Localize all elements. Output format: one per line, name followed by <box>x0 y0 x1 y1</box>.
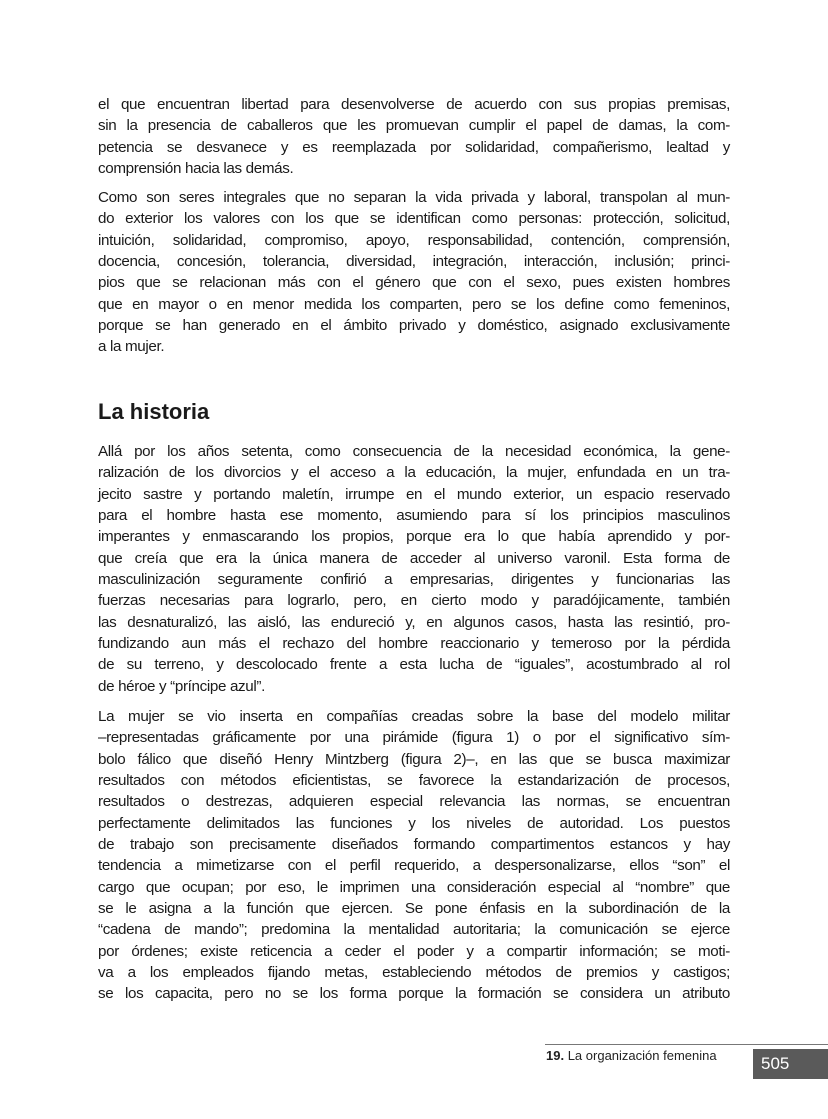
text-line: fuerzas necesarias para lograrlo, pero, en cierto modo y paradójicamente, también <box>98 592 730 610</box>
text-line: La mujer se vio inserta en compañías creadas sobre la base del modelo militar <box>98 708 730 725</box>
text-line: bolo fálico que diseñó Henry Mintzberg (figura 2)–, en las que se busca maximizar <box>98 750 730 768</box>
text-line: tendencia a mimetizarse con el perfil requerido, a despersonalizarse, ellos “son” el <box>98 857 730 875</box>
text-line: a la mujer. <box>98 338 165 356</box>
text-line: cargo que ocupan; por eso, le imprimen una consideración especial al “nombre” que <box>98 878 730 896</box>
text-line: petencia se desvanece y es reemplazada por solidaridad, compañerismo, lealtad y <box>98 138 730 156</box>
footer-rule <box>545 1044 828 1045</box>
text-line: comprensión hacia las demás. <box>98 160 294 178</box>
text-line: por órdenes; existe reticencia a ceder el poder y a compartir información; se moti- <box>98 942 730 960</box>
text-line: de su terreno, y descolocado frente a esta lucha de “iguales”, acostumbrado al rol <box>98 656 730 674</box>
text-line: va a los empleados fijando metas, estableciendo métodos de premios y castigos; <box>98 964 730 982</box>
text-line: docencia, concesión, tolerancia, diversidad, integración, interacción, inclusión; princi- <box>98 253 730 271</box>
text-line: el que encuentran libertad para desenvolverse de acuerdo con sus propias premisas, <box>98 96 730 113</box>
chapter-number: 19. <box>546 1048 565 1063</box>
chapter-title: La organización femenina <box>567 1048 717 1063</box>
text-line: intuición, solidaridad, compromiso, apoyo, responsabilidad, contención, comprensión, <box>98 231 730 249</box>
text-line: ralización de los divorcios y el acceso a la educación, la mujer, enfundada en un tra- <box>98 464 730 482</box>
running-footer <box>546 1048 717 1063</box>
text-line: que en mayor o en menor medida los comparten, pero se los define como femeninos, <box>98 295 730 313</box>
text-line: resultados con métodos eficientistas, se favorece la estandarización de procesos, <box>98 772 730 790</box>
text-line: fundizando aun más el rechazo del hombre reaccionario y temeroso por la pérdida <box>98 635 730 653</box>
text-line: Como son seres integrales que no separan la vida privada y laboral, transpolan al mun- <box>98 189 730 206</box>
text-line: se los capacita, pero no se los forma porque la formación se considera un atributo <box>98 985 730 1003</box>
text-line: jecito sastre y portando maletín, irrumpe en el mundo exterior, un espacio reservado <box>98 485 730 503</box>
text-line: para el hombre hasta ese momento, asumiendo para sí los principios masculinos <box>98 507 730 525</box>
paragraph-1 <box>98 94 730 179</box>
section-heading: La historia <box>98 399 210 424</box>
text-line: resultados o destrezas, adquieren especial relevancia las normas, se encuentran <box>98 793 730 811</box>
text-line: imperantes y enmascarando los propios, porque era lo que había aprendido y por- <box>98 528 730 546</box>
text-line: porque se han generado en el ámbito privado y doméstico, asignado exclusivamente <box>98 317 730 335</box>
text-line: perfectamente delimitados las funciones y los niveles de autoridad. Los puestos <box>98 814 730 832</box>
text-line: do exterior los valores con los que se identifican como personas: protección, solicitud, <box>98 210 730 228</box>
text-line: sin la presencia de caballeros que les promuevan cumplir el papel de damas, la com- <box>98 117 730 135</box>
page-number: 505 <box>753 1049 828 1079</box>
text-line: Allá por los años setenta, como consecuencia de la necesidad económica, la gene- <box>98 443 730 460</box>
text-line: –representadas gráficamente por una pirámide (figura 1) o por el significativo sím- <box>98 729 730 747</box>
text-line: las desnaturalizó, las aisló, las endureció y, en algunos casos, hasta las resintió, pro- <box>98 613 730 631</box>
paragraph-4 <box>98 706 730 1005</box>
text-line: se le asigna a la función que ejercen. Se pone énfasis en la subordinación de la <box>98 900 730 918</box>
text-line: de héroe y “príncipe azul”. <box>98 677 265 695</box>
text-line: de trabajo son precisamente diseñados formando compartimentos estancos y hay <box>98 836 730 854</box>
text-line: “cadena de mando”; predomina la mentalidad autoritaria; la comunicación se ejerce <box>98 921 730 939</box>
text-line: masculinización seguramente confirió a empresarias, dirigentes y funcionarias las <box>98 571 730 589</box>
paragraph-3 <box>98 441 730 697</box>
text-line: que creía que era la única manera de acceder al universo varonil. Esta forma de <box>98 549 730 567</box>
paragraph-2 <box>98 187 730 358</box>
text-line: pios que se relacionan más con el género que con el sexo, pues existen hombres <box>98 274 730 292</box>
